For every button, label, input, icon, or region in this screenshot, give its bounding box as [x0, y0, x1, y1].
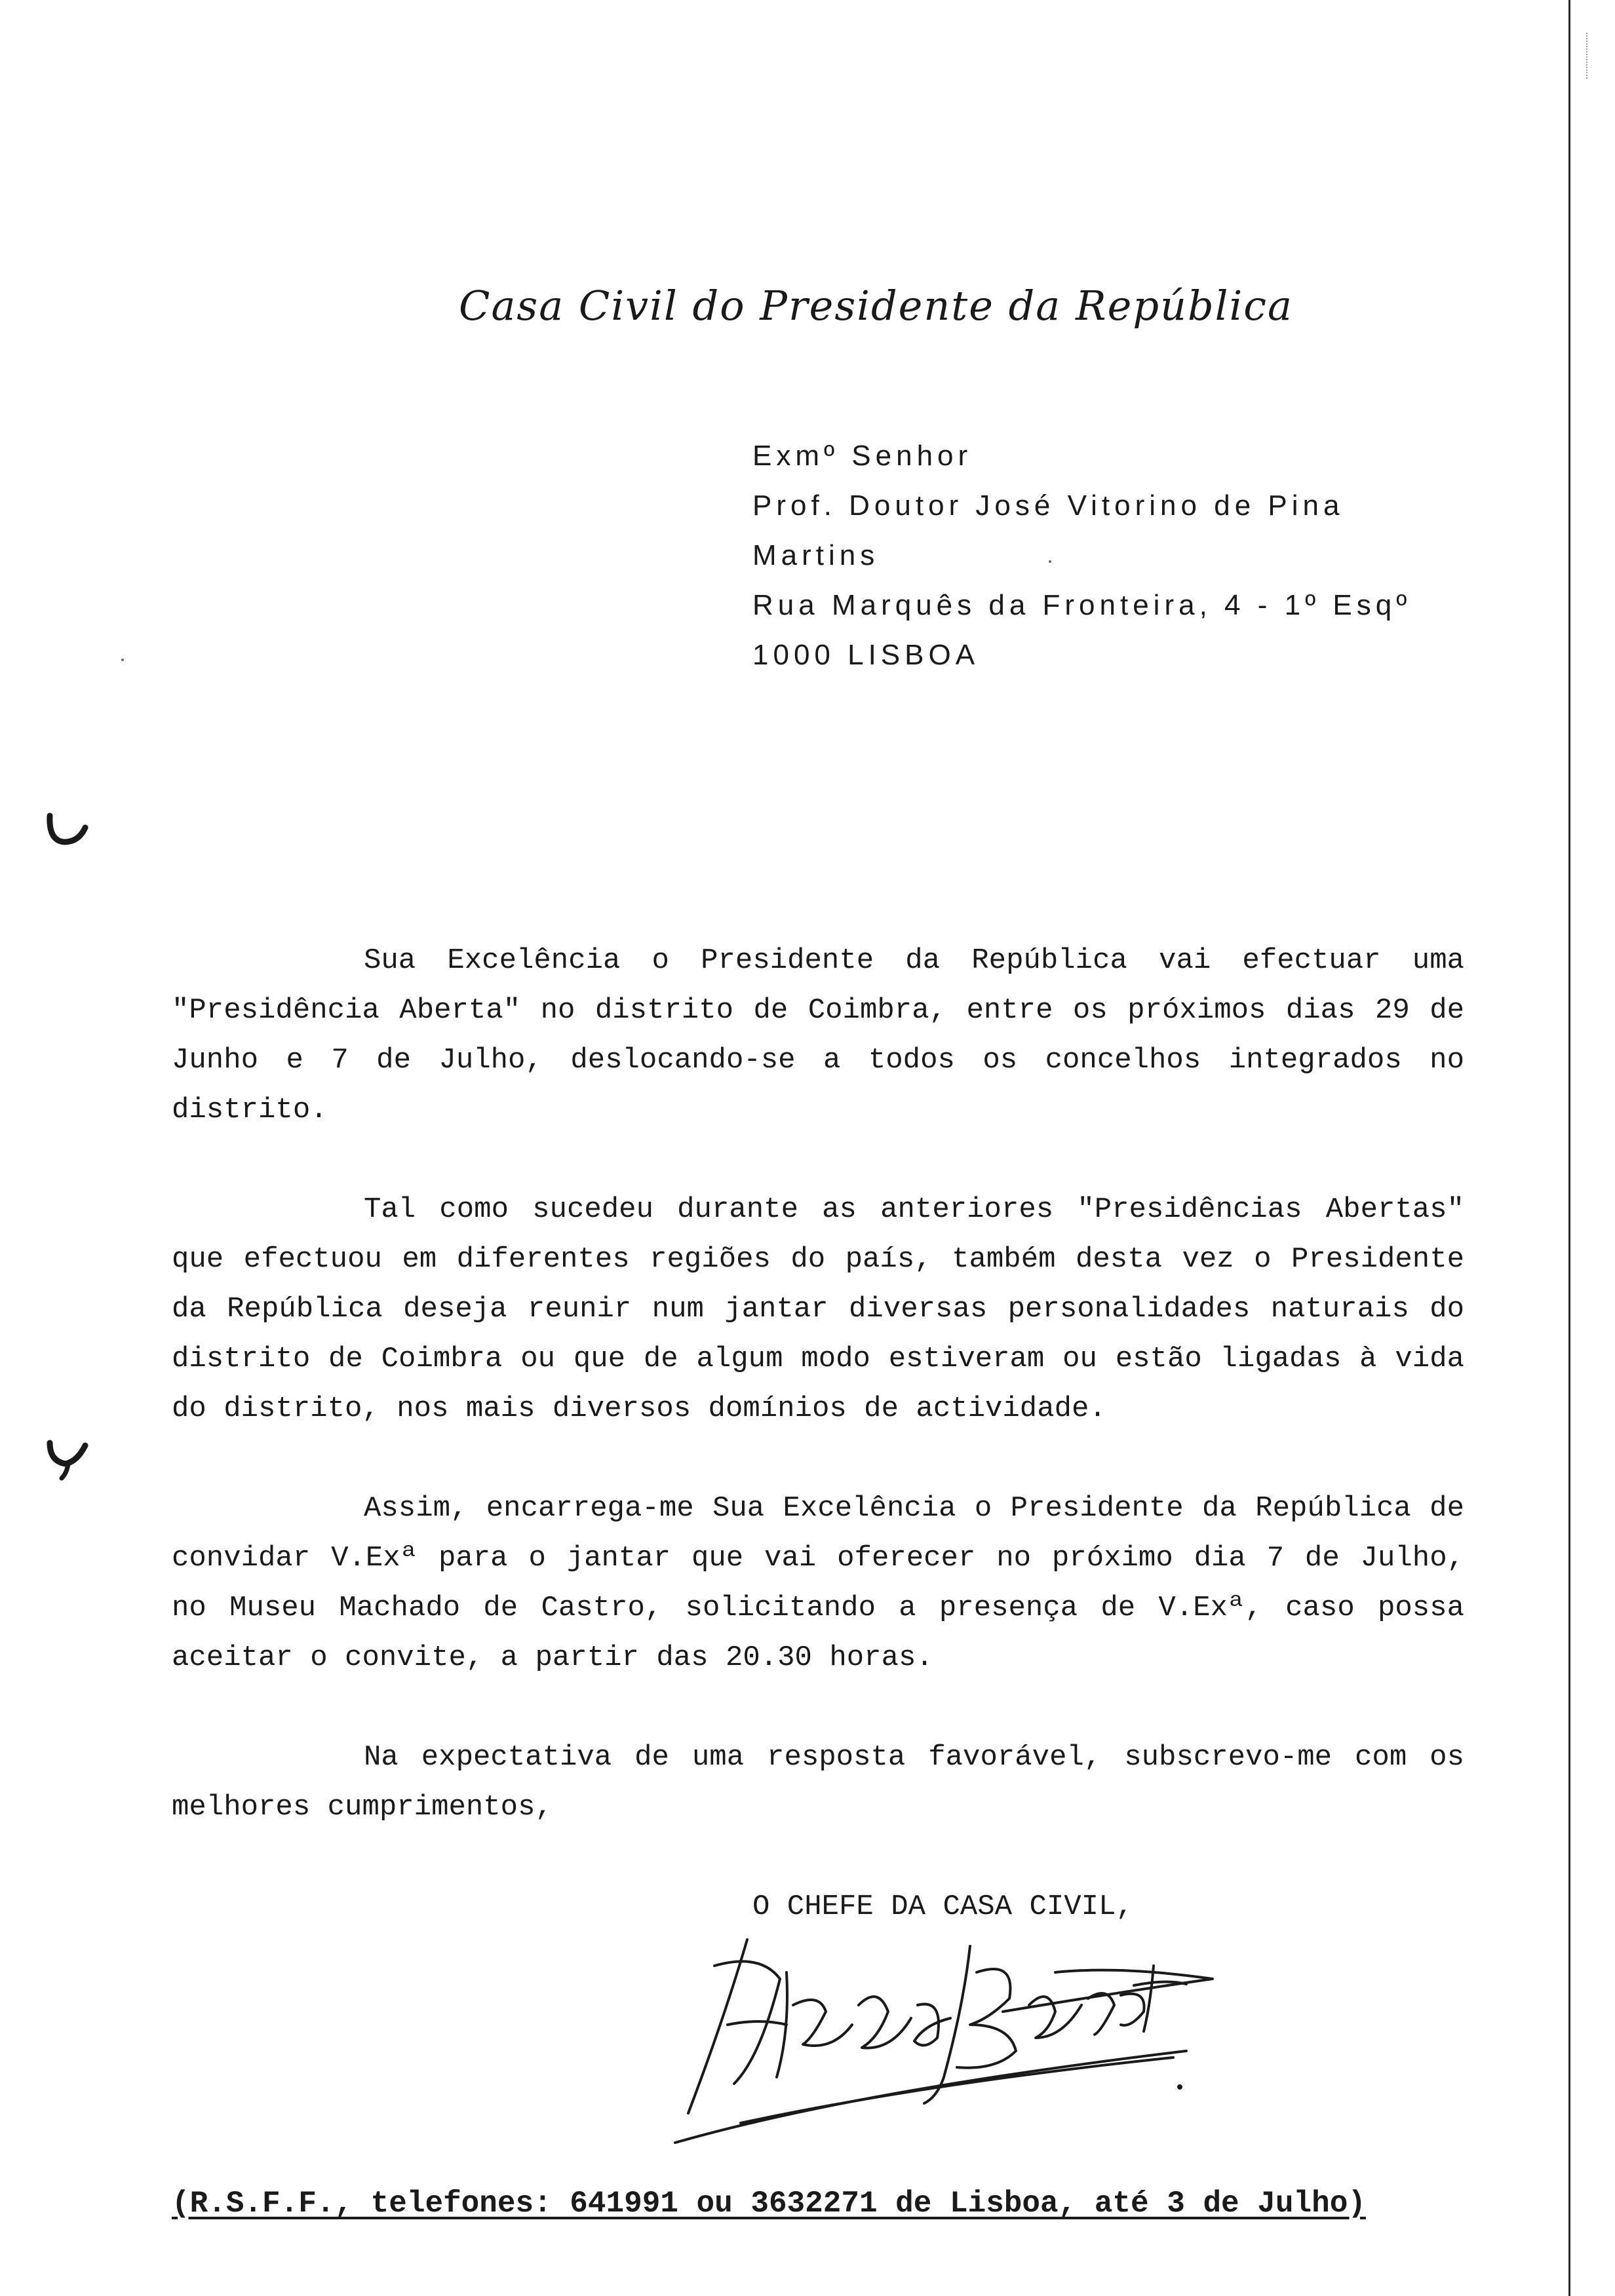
binder-mark-icon	[45, 1435, 90, 1481]
recipient-name-line2: Martins	[752, 539, 880, 571]
handwritten-signature	[662, 1926, 1226, 2162]
body-paragraph-2: Tal como sucedeu durante as anteriores "Presidências Abertas" que efectuou em diferentes regiões do país, também desta vez o Presidente da República deseja reunir num jantar diversas personalidades naturais do distrito de Coimbra ou que de algum modo estiveram ou estão ligadas à vida do distrito, nos mais diversos domínios de actividade.	[172, 1193, 1464, 1425]
letterhead: Casa Civil do Presidente da República	[459, 282, 1293, 330]
paper-speck	[121, 659, 124, 661]
binder-mark-icon	[45, 809, 90, 855]
recipient-salutation: Exmº Senhor	[752, 440, 973, 472]
scan-edge-line	[1568, 0, 1570, 2296]
closing-title: O CHEFE DA CASA CIVIL,	[752, 1890, 1133, 1923]
recipient-city: 1000 LISBOA	[752, 639, 980, 671]
letter-body	[172, 936, 1464, 1832]
recipient-address	[752, 431, 1513, 680]
paper-speck	[1049, 560, 1051, 563]
recipient-name-line1: Prof. Doutor José Vitorino de Pina	[752, 489, 1344, 522]
recipient-street: Rua Marquês da Fronteira, 4 - 1º Esqº	[752, 589, 1412, 621]
body-paragraph-1: Sua Excelência o Presidente da República vai efectuar uma "Presidência Aberta" no distrito de Coimbra, entre os próximos dias 29 de Junho e 7 de Julho, deslocando-se a todos os concelhos integrados no distrito.	[172, 944, 1464, 1126]
scan-edge-dots	[1586, 33, 1589, 79]
body-paragraph-3: Assim, encarrega-me Sua Excelência o Presidente da República de convidar V.Exª para o jantar que vai oferecer no próximo dia 7 de Julho, no Museu Machado de Castro, solicitando a presença de V.Exª, caso possa aceitar o convite, a partir das 20.30 horas.	[172, 1492, 1464, 1674]
footer-note: (R.S.F.F., telefones: 641991 ou 3632271 de Lisboa, até 3 de Julho)	[172, 2187, 1366, 2221]
body-paragraph-4: Na expectativa de uma resposta favorável, subscrevo-me com os melhores cumprimentos,	[172, 1741, 1464, 1824]
